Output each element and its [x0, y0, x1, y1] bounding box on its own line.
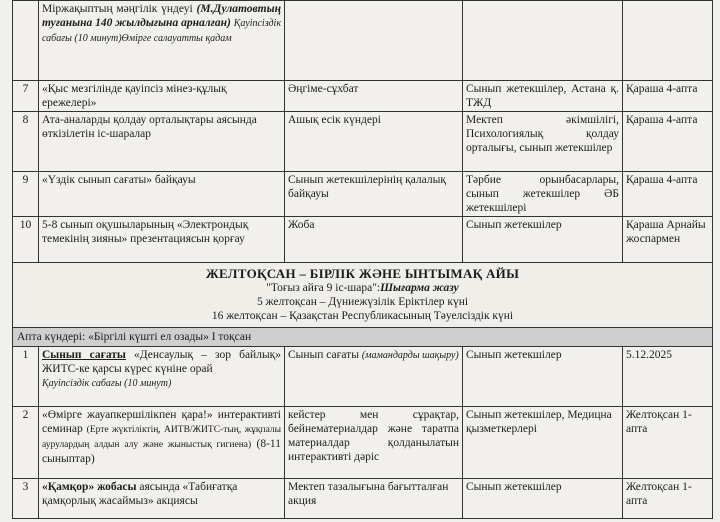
- form-cell: Жоба: [285, 217, 463, 263]
- week-prefix: Апта күндері:: [17, 331, 86, 343]
- form-cell: Мектеп тазалығына бағытталған акция: [285, 479, 463, 519]
- responsible-cell: Сынып жетекшілер, Медицна қызметкерлері: [463, 407, 623, 479]
- row-number: 8: [13, 112, 39, 172]
- event-cell: Ата-аналарды қолдау орталықтары аясында өткізілетін іс-шаралар: [39, 112, 285, 172]
- row-number: 10: [13, 217, 39, 263]
- responsible-cell: Мектеп әкімшілігі, Психологиялық қолдау орталығы, сынып жетекшілер: [463, 112, 623, 172]
- subtitle-task: Шығарма жазу: [380, 282, 459, 294]
- event-dedication: (М.Дулатовтың туғанына 140 жылдығына арналған): [42, 3, 281, 29]
- table-row: [13, 479, 713, 519]
- form-cell: [285, 347, 463, 407]
- responsible-cell: Сынып жетекшілер: [463, 479, 623, 519]
- event-title: «Денсаулық – зор байлық» ЖИТС-ке қарсы күрес күніне орай: [42, 349, 282, 375]
- row-number: 9: [13, 172, 39, 217]
- event-title: аясында «Табиғатқа қамқорлық жасаймыз» акциясы: [42, 481, 238, 507]
- table-row: [13, 407, 713, 479]
- date-cell: Қараша 4-апта: [623, 172, 713, 217]
- event-cell: [39, 1, 285, 81]
- event-cell: 5-8 сынып оқушыларының «Электрондық темекінің зияны» презентациясын қорғау: [39, 217, 285, 263]
- event-topics: (Ерте жүктіліктің, АИТВ/ЖИТС-тың, жұқпалы аурулардың алдын алу және жыныстық гигиена): [42, 425, 282, 450]
- responsible-cell: [463, 1, 623, 81]
- event-type: Сынып сағаты: [42, 349, 126, 361]
- event-title: Міржақыптың мәңгілік үндеуі: [42, 3, 193, 15]
- section-subtitle: [16, 281, 709, 295]
- event-cell: [39, 347, 285, 407]
- date-cell: [623, 1, 713, 81]
- responsible-cell: Сынып жетекшілер, Астана қ. ТЖД: [463, 81, 623, 112]
- table-row: [13, 217, 713, 263]
- subtitle-quote: "Тоғыз айға 9 іс-шара":: [266, 282, 381, 294]
- responsible-cell: Сынып жетекшілер: [463, 347, 623, 407]
- month-heading: ЖЕЛТОҚСАН – БІРЛІК ЖӘНЕ ЫНТЫМАҚ АЙЫ: [205, 266, 520, 281]
- table-row: [13, 81, 713, 112]
- event-cell: «Үздік сынып сағаты» байқауы: [39, 172, 285, 217]
- responsible-cell: Тәрбие орынбасарлары, сынып жетекшілер ӘБ жетекшілері: [463, 172, 623, 217]
- event-title: «Өмірге жауапкершілікпен қара!» интерактивті семинар: [42, 409, 281, 435]
- event-cell: [39, 407, 285, 479]
- row-number: 3: [13, 479, 39, 519]
- date-cell: Желтоқсан 1-апта: [623, 407, 713, 479]
- row-number: 1: [13, 347, 39, 407]
- event-project: «Қамқор» жобасы: [42, 481, 137, 493]
- date-cell: Қараша 4-апта: [623, 81, 713, 112]
- section-header: [13, 263, 713, 328]
- form-cell: кейстер мен сұрақтар, бейнематериалдар және таратпа материалдар қолданылатын интерактивті дәріс: [285, 407, 463, 479]
- event-audience: (8-11 сыныптар): [42, 438, 281, 465]
- date-cell: Желтоқсан 1-апта: [623, 479, 713, 519]
- date-cell: Қараша Арнайы жоспармен: [623, 217, 713, 263]
- table-row: [13, 347, 713, 407]
- section-row: [13, 263, 713, 328]
- form-text: Сынып сағаты: [288, 349, 359, 361]
- event-note: Қауіпсіздік сабағы (10 минут)Өмірге салауатты қадам: [42, 18, 281, 44]
- form-cell: [285, 1, 463, 81]
- table-row: [13, 172, 713, 217]
- week-row: [13, 328, 713, 347]
- row-number: 7: [13, 81, 39, 112]
- holiday-line: 16 желтоқсан – Қазақстан Республикасының Тәуелсіздік күні: [211, 310, 514, 322]
- form-cell: Сынып жетекшілерінің қалалық байқауы: [285, 172, 463, 217]
- table-row: [13, 112, 713, 172]
- row-number: 2: [13, 407, 39, 479]
- form-note: (мамандарды шақыру): [361, 350, 459, 361]
- holiday-line: 5 желтоқсан – Дүниежүзілік Еріктілер күні: [256, 296, 469, 308]
- week-header: [13, 328, 713, 347]
- week-title: «Біргілі күшті ел озады» I тоқсан: [88, 331, 252, 343]
- responsible-cell: Сынып жетекшілер: [463, 217, 623, 263]
- event-cell: «Қыс мезгілінде қауіпсіз мінез-құлық ережелері»: [39, 81, 285, 112]
- form-cell: Ашық есік күндері: [285, 112, 463, 172]
- event-note: Қауіпсіздік сабағы (10 минут): [42, 378, 172, 389]
- plan-table: [12, 0, 713, 519]
- event-cell: [39, 479, 285, 519]
- date-cell: Қараша 4-апта: [623, 112, 713, 172]
- date-cell: 5.12.2025: [623, 347, 713, 407]
- row-number: [13, 1, 39, 81]
- table-row: [13, 1, 713, 81]
- form-cell: Әңгіме-сұхбат: [285, 81, 463, 112]
